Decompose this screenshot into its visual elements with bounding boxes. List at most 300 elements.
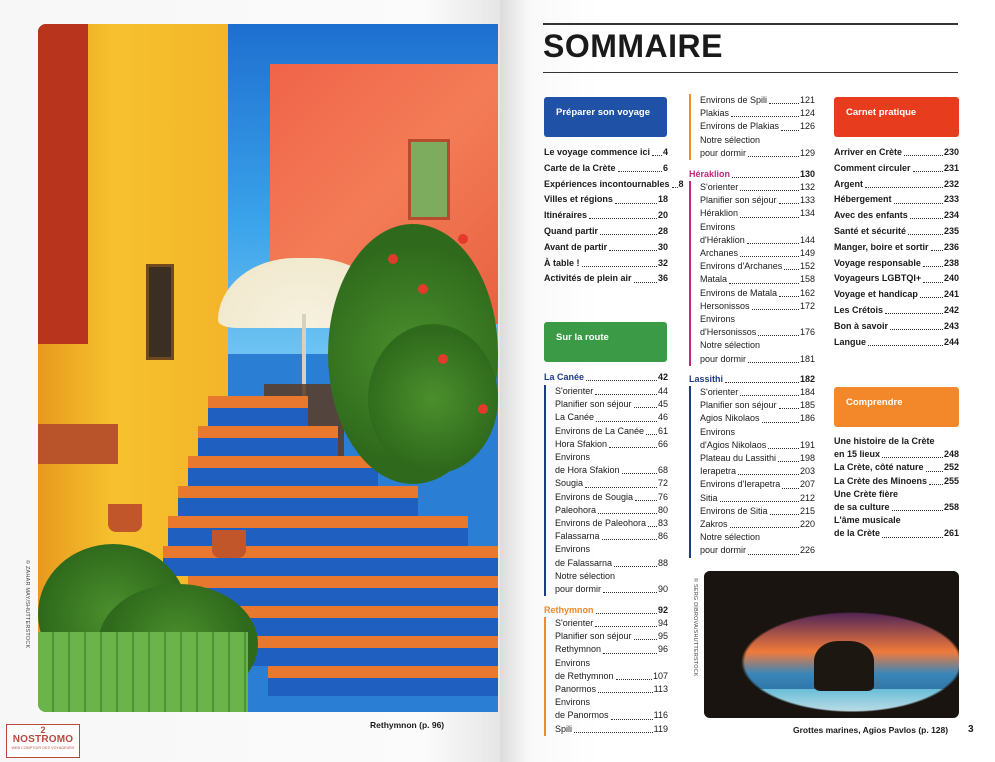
toc-row[interactable] [700, 465, 815, 478]
toc-leader [585, 487, 657, 488]
toc-leader [574, 732, 653, 733]
toc-leader [779, 203, 799, 204]
toc-row[interactable] [834, 336, 959, 349]
title-rule [543, 72, 958, 73]
logo-mark: 2 [40, 725, 46, 735]
toc-title: Hersonissos [700, 300, 750, 311]
toc-title: Voyage responsable [834, 257, 921, 268]
photo-credit-left [20, 560, 32, 710]
toc-row[interactable] [555, 696, 668, 709]
toc-row[interactable] [834, 488, 959, 501]
toc-row[interactable] [834, 514, 959, 527]
toc-row[interactable] [834, 501, 959, 514]
photo-flower [438, 354, 448, 364]
toc-title: S'orienter [555, 386, 594, 396]
toc-row[interactable] [555, 385, 668, 398]
toc-title: de Panormos [555, 710, 609, 721]
toc-title: Environs [555, 544, 591, 555]
toc-title: Planifier son séjour [700, 195, 777, 206]
heraklion-title: Héraklion [689, 169, 731, 179]
toc-title: Carte de la Crète [544, 162, 616, 173]
toc-page: 149 [799, 248, 815, 259]
toc-row[interactable] [700, 120, 815, 133]
toc-title: Planifier son séjour [555, 399, 632, 410]
toc-page: 261 [943, 528, 959, 539]
toc-leader [672, 187, 678, 188]
toc-title: Environs de Sougia [555, 491, 634, 502]
toc-title: Environs de Spili [700, 95, 768, 105]
toc-title: Bon à savoir [834, 320, 889, 331]
toc-row[interactable] [700, 326, 815, 339]
toc-row[interactable] [700, 353, 815, 366]
toc-leader [908, 234, 943, 235]
toc-page: 207 [799, 479, 815, 490]
toc-page: 45 [657, 399, 668, 410]
toc-page: 124 [799, 108, 815, 119]
toc-row[interactable] [689, 373, 815, 386]
toc-row[interactable] [834, 461, 959, 474]
toc-title: Sitia [700, 492, 718, 503]
section-route-label: Sur la route [556, 332, 609, 343]
toc-page: 231 [943, 162, 959, 173]
toc-row[interactable] [555, 557, 668, 570]
comprendre-toc [834, 435, 959, 541]
toc-title: pour dormir [700, 353, 747, 364]
toc-leader [892, 510, 943, 511]
toc-leader [731, 116, 799, 117]
toc-page: 176 [799, 327, 815, 338]
toc-leader [740, 256, 799, 257]
toc-page: 215 [799, 505, 815, 516]
toc-row[interactable] [555, 723, 668, 736]
toc-row[interactable] [689, 168, 815, 181]
toc-row[interactable] [700, 386, 815, 399]
toc-row[interactable] [700, 544, 815, 557]
toc-leader [748, 362, 799, 363]
toc-row[interactable] [834, 288, 959, 301]
toc-page: 255 [943, 475, 959, 486]
toc-page: 248 [943, 449, 959, 460]
toc-title: Notre sélection [700, 340, 761, 351]
toc-page: 129 [799, 147, 815, 158]
toc-row[interactable] [555, 477, 668, 490]
toc-row[interactable] [555, 670, 668, 683]
toc-page: 4 [662, 147, 668, 157]
carnet-toc [834, 146, 959, 351]
toc-page: 181 [799, 353, 815, 364]
toc-leader [740, 190, 799, 191]
toc-title: Environs [700, 426, 736, 437]
toc-title: Ierapetra [700, 466, 737, 477]
toc-page: 95 [657, 631, 668, 642]
toc-row[interactable] [700, 94, 815, 107]
photo-credit-text: © SERG DIBROVA/SHUTTERSTOCK [692, 578, 698, 677]
photo-stair [218, 606, 498, 636]
toc-row[interactable] [834, 475, 959, 488]
toc-row[interactable] [544, 604, 668, 617]
toc-row[interactable] [700, 247, 815, 260]
toc-row[interactable] [700, 221, 815, 234]
toc-page: 230 [943, 147, 959, 157]
toc-leader [600, 234, 657, 235]
toc-row[interactable] [544, 146, 668, 159]
sea-cave-photo [704, 571, 959, 718]
toc-title: La Canée [555, 412, 595, 423]
toc-page: 134 [799, 208, 815, 219]
toc-row[interactable] [700, 412, 815, 425]
toc-row[interactable] [700, 339, 815, 352]
toc-row[interactable] [555, 425, 668, 438]
heraklion-heading [689, 168, 815, 181]
toc-row[interactable] [834, 146, 959, 159]
toc-page: 172 [799, 300, 815, 311]
toc-row[interactable] [700, 260, 815, 273]
section-comprendre-label: Comprendre [846, 397, 903, 408]
toc-title: Planifier son séjour [700, 400, 777, 411]
photo-stair [178, 486, 418, 516]
toc-row[interactable] [700, 518, 815, 531]
toc-row[interactable] [544, 193, 668, 206]
toc-title: Environs d'Archanes [700, 261, 783, 272]
toc-leader [923, 266, 943, 267]
la-canee-title: La Canée [544, 372, 585, 382]
toc-row[interactable] [834, 162, 959, 175]
toc-page: 226 [799, 545, 815, 556]
toc-row[interactable] [700, 478, 815, 491]
toc-leader [748, 156, 799, 157]
toc-title: S'orienter [700, 182, 739, 192]
rethymnon-title: Rethymnon [544, 605, 594, 615]
photo-stair [248, 636, 498, 666]
toc-leader [589, 218, 657, 219]
toc-title: Plakias [700, 108, 730, 119]
section-route[interactable] [544, 322, 667, 362]
prep-toc [544, 146, 684, 288]
section-comprendre[interactable] [834, 387, 959, 427]
toc-row[interactable] [555, 451, 668, 464]
rethymnon-photo [38, 24, 498, 712]
toc-row[interactable] [555, 504, 668, 517]
toc-title: Une histoire de la Crète [834, 436, 935, 446]
toc-leader [865, 187, 943, 188]
toc-row[interactable] [555, 491, 668, 504]
toc-page: 28 [657, 225, 668, 236]
toc-title: Santé et sécurité [834, 225, 907, 236]
toc-row[interactable] [555, 643, 668, 656]
toc-leader [904, 155, 943, 156]
toc-title: Argent [834, 178, 863, 189]
toc-title: Zakros [700, 519, 728, 530]
toc-leader [609, 447, 657, 448]
toc-leader [648, 526, 657, 527]
toc-row[interactable] [544, 371, 668, 384]
toc-row[interactable] [834, 257, 959, 270]
toc-title: Voyage et handicap [834, 289, 918, 300]
toc-row[interactable] [834, 178, 959, 191]
toc-row[interactable] [700, 181, 815, 194]
toc-title: Environs de Sitia [700, 505, 768, 516]
toc-row[interactable] [700, 207, 815, 220]
toc-row[interactable] [834, 527, 959, 540]
toc-leader [923, 282, 943, 283]
toc-page: 162 [799, 287, 815, 298]
toc-page: 88 [657, 557, 668, 568]
toc-leader [652, 155, 662, 156]
toc-row[interactable] [700, 492, 815, 505]
toc-page: 6 [662, 162, 668, 173]
toc-leader [609, 250, 657, 251]
toc-leader [738, 474, 799, 475]
toc-row[interactable] [834, 225, 959, 238]
nostromo-logo[interactable] [6, 724, 80, 758]
toc-row[interactable] [700, 300, 815, 313]
toc-row[interactable] [555, 411, 668, 424]
toc-row[interactable] [700, 147, 815, 160]
toc-title: d'Héraklion [700, 234, 745, 245]
toc-leader [618, 171, 662, 172]
toc-row[interactable] [555, 438, 668, 451]
toc-page: 238 [943, 257, 959, 268]
toc-leader [634, 407, 657, 408]
toc-title: Hébergement [834, 194, 892, 205]
toc-leader [615, 203, 657, 204]
toc-leader [598, 513, 657, 514]
toc-leader [781, 130, 799, 131]
toc-page: 92 [657, 605, 668, 615]
toc-leader [910, 218, 943, 219]
toc-title: Hora Sfakion [555, 438, 608, 449]
toc-title: Plateau du Lassithi [700, 453, 777, 464]
photo-credit-text: © ZAHAR MAY/SHUTTERSTOCK [24, 560, 30, 649]
toc-title: d'Hersonissos [700, 327, 757, 338]
toc-leader [635, 500, 657, 501]
photo-rock [814, 641, 874, 691]
toc-title: de Falassarna [555, 557, 613, 568]
toc-page: 186 [799, 413, 815, 424]
toc-row[interactable] [555, 464, 668, 477]
toc-row[interactable] [544, 257, 668, 270]
toc-row[interactable] [700, 426, 815, 439]
toc-row[interactable] [700, 194, 815, 207]
toc-leader [622, 473, 657, 474]
toc-title: d'Agios Nikolaos [700, 439, 767, 450]
toc-page: 236 [943, 241, 959, 252]
toc-leader [931, 250, 943, 251]
toc-page: 18 [657, 194, 668, 205]
toc-row[interactable] [700, 452, 815, 465]
toc-leader [582, 266, 657, 267]
photo-pot [108, 504, 142, 532]
toc-row[interactable] [834, 448, 959, 461]
toc-page: 86 [657, 531, 668, 542]
toc-leader [730, 527, 799, 528]
toc-page: 152 [799, 261, 815, 272]
toc-row[interactable] [700, 107, 815, 120]
photo-window-planter [38, 424, 118, 464]
toc-row[interactable] [700, 234, 815, 247]
caption-right: Grottes marines, Agios Pavlos (p. 128) [793, 725, 949, 735]
toc-row[interactable] [700, 287, 815, 300]
toc-page: 20 [657, 210, 668, 221]
toc-row[interactable] [700, 399, 815, 412]
toc-page: 42 [657, 372, 668, 382]
toc-row[interactable] [700, 505, 815, 518]
toc-leader [603, 592, 657, 593]
toc-title: Voyageurs LGBTQI+ [834, 273, 922, 284]
toc-title: Expériences incontournables [544, 178, 670, 189]
toc-leader [602, 539, 657, 540]
toc-page: 185 [799, 400, 815, 411]
toc-leader [595, 394, 657, 395]
toc-leader [603, 653, 657, 654]
toc-title: Notre sélection [700, 532, 761, 543]
toc-row[interactable] [544, 209, 668, 222]
toc-page: 83 [657, 518, 668, 529]
toc-title: Agios Nikolaos [700, 413, 760, 424]
toc-row[interactable] [700, 273, 815, 286]
logo-tagline: WEB COMPTOIR DES VOYAGEURS [11, 746, 75, 750]
toc-title: Environs de La Canée [555, 425, 645, 436]
toc-row[interactable] [544, 241, 668, 254]
toc-page: 107 [652, 670, 668, 681]
section-prep[interactable] [544, 97, 667, 137]
lassithi-title: Lassithi [689, 374, 724, 384]
toc-row[interactable] [700, 313, 815, 326]
toc-page: 233 [943, 194, 959, 205]
toc-page: 244 [943, 336, 959, 347]
toc-page: 68 [657, 465, 668, 476]
toc-title: Héraklion [700, 208, 739, 219]
toc-title: Les Crétois [834, 304, 884, 315]
toc-title: Le voyage commence ici [544, 147, 651, 157]
toc-title: Matala [700, 274, 728, 285]
caption-left: Rethymnon (p. 96) [370, 720, 445, 730]
toc-page: 36 [657, 273, 668, 284]
toc-row[interactable] [700, 439, 815, 452]
section-carnet[interactable] [834, 97, 959, 137]
photo-green-fence [38, 632, 248, 712]
toc-title: Sougia [555, 478, 584, 489]
toc-page: 61 [657, 425, 668, 436]
toc-row[interactable] [555, 583, 668, 596]
toc-row[interactable] [555, 543, 668, 556]
toc-row[interactable] [834, 272, 959, 285]
toc-page: 126 [799, 121, 815, 132]
toc-row[interactable] [555, 530, 668, 543]
toc-title: Panormos [555, 684, 597, 695]
toc-page: 158 [799, 274, 815, 285]
toc-page: 203 [799, 466, 815, 477]
toc-row[interactable] [834, 435, 959, 448]
toc-leader [778, 461, 799, 462]
toc-row[interactable] [555, 683, 668, 696]
toc-title: de sa culture [834, 502, 890, 513]
toc-title: Environs [555, 452, 591, 463]
toc-row[interactable] [555, 517, 668, 530]
toc-title: de Hora Sfakion [555, 465, 620, 476]
toc-row[interactable] [544, 162, 668, 175]
photo-flower [478, 404, 488, 414]
toc-page: 198 [799, 453, 815, 464]
toc-title: Environs de Plakias [700, 121, 780, 132]
toc-row[interactable] [544, 225, 668, 238]
toc-title: S'orienter [700, 387, 739, 397]
toc-title: Villes et régions [544, 194, 613, 205]
toc-leader [890, 329, 943, 330]
toc-leader [782, 488, 799, 489]
toc-leader [770, 514, 799, 515]
toc-page: 130 [799, 169, 815, 179]
toc-row[interactable] [555, 657, 668, 670]
toc-title: La Crète, côté nature [834, 462, 924, 473]
photo-flower [388, 254, 398, 264]
toc-title: Archanes [700, 248, 739, 259]
toc-title: Environs d'Ierapetra [700, 479, 781, 490]
toc-row[interactable] [834, 320, 959, 333]
photo-flower [418, 284, 428, 294]
toc-page: 133 [799, 195, 815, 206]
toc-leader [748, 554, 799, 555]
toc-leader [614, 566, 657, 567]
toc-row[interactable] [555, 617, 668, 630]
toc-page: 241 [943, 289, 959, 300]
toc-title: Environs [555, 657, 591, 668]
toc-page: 119 [653, 723, 668, 734]
toc-leader [595, 626, 657, 627]
toc-row[interactable] [544, 178, 684, 191]
toc-page: 32 [657, 257, 668, 268]
lassithi-heading [689, 373, 815, 386]
top-rule [543, 23, 958, 25]
toc-page: 90 [657, 584, 668, 595]
photo-stair [188, 456, 378, 486]
toc-row[interactable] [555, 570, 668, 583]
toc-leader [752, 309, 799, 310]
toc-title: Comment circuler [834, 162, 911, 173]
toc-leader [720, 501, 799, 502]
toc-title: Langue [834, 336, 867, 347]
toc-title: Avant de partir [544, 241, 608, 252]
toc-page: 184 [799, 387, 815, 397]
rethymnon-toc-cont [689, 94, 815, 160]
toc-page: 220 [799, 519, 815, 530]
toc-leader [740, 217, 799, 218]
toc-title: en 15 lieux [834, 449, 881, 460]
toc-title: Notre sélection [700, 134, 761, 145]
toc-title: Notre sélection [555, 570, 616, 581]
toc-leader [611, 719, 653, 720]
toc-leader [596, 421, 657, 422]
toc-leader [926, 471, 943, 472]
toc-row[interactable] [555, 630, 668, 643]
toc-row[interactable] [834, 193, 959, 206]
toc-page: 232 [943, 178, 959, 189]
toc-page: 66 [657, 438, 668, 449]
section-carnet-label: Carnet pratique [846, 107, 917, 118]
toc-row[interactable] [555, 398, 668, 411]
logo-name: NOSTROMO [12, 734, 74, 745]
toc-title: Arriver en Crète [834, 147, 903, 157]
toc-row[interactable] [700, 134, 815, 147]
toc-row[interactable] [555, 709, 668, 722]
photo-bush [368, 324, 498, 474]
toc-leader [768, 448, 799, 449]
toc-row[interactable] [834, 209, 959, 222]
toc-row[interactable] [544, 272, 668, 285]
toc-row[interactable] [834, 304, 959, 317]
toc-row[interactable] [834, 241, 959, 254]
toc-row[interactable] [700, 531, 815, 544]
